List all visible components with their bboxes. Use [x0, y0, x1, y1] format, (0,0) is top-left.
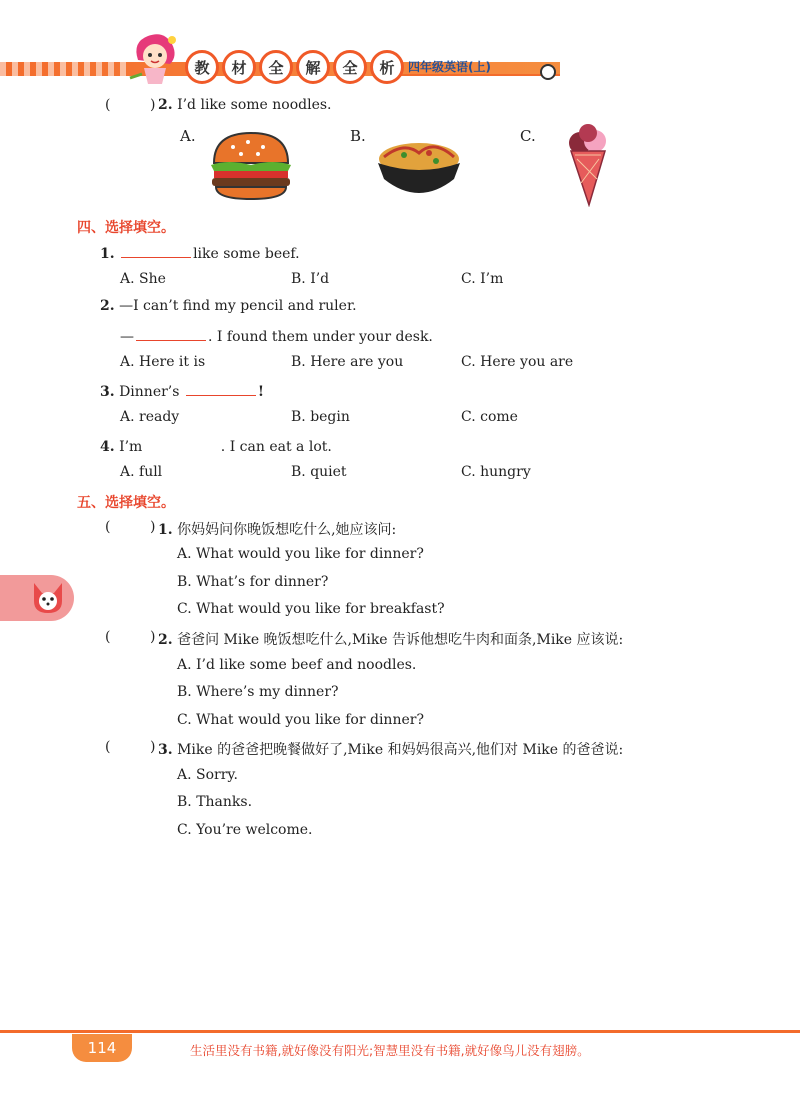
question-text: I’m [119, 439, 143, 455]
option-c: C. What would you like for breakfast? [177, 601, 445, 617]
question-text: Dinner’s [119, 384, 180, 400]
question-text: ! [257, 384, 265, 400]
question-text: I’d like some noodles. [177, 97, 332, 113]
hamburger-icon [208, 129, 294, 203]
header-title-char: 教 [185, 50, 219, 84]
answer-blank[interactable] [149, 436, 219, 451]
option-b: B. What’s for dinner? [177, 574, 329, 590]
answer-blank[interactable] [186, 381, 256, 396]
answer-paren-close: ) [150, 519, 156, 535]
header-title-char: 全 [333, 50, 367, 84]
dash-prefix: — [120, 329, 134, 345]
option-a: A. What would you like for dinner? [177, 546, 424, 562]
answer-paren-close: ) [150, 97, 156, 113]
answer-blank[interactable] [136, 326, 206, 341]
section4-question-3 [100, 381, 264, 400]
header-title [185, 50, 404, 84]
option-c: C. You’re welcome. [177, 822, 313, 838]
header-grade-label: 四年级英语(上) [408, 60, 491, 74]
answer-blank[interactable] [121, 243, 191, 258]
question-text: 爸爸问 Mike 晚饭想吃什么,Mike 告诉他想吃牛肉和面条,Mike 应该说: [177, 632, 624, 648]
option-a: A. I’d like some beef and noodles. [177, 657, 417, 673]
option-a: A. She [120, 271, 166, 287]
question-text: Mike 的爸爸把晚餐做好了,Mike 和妈妈很高兴,他们对 Mike 的爸爸说: [177, 742, 624, 758]
section4-question-4 [100, 436, 332, 455]
answer-paren-close: ) [150, 739, 156, 755]
section5-question-2 [158, 629, 623, 649]
option-c: C. come [461, 409, 518, 425]
question-text: 你妈妈问你晚饭想吃什么,她应该问: [177, 522, 397, 538]
option-label: C. [520, 127, 536, 145]
question-number: 2. [158, 97, 173, 113]
question-number: 2. [100, 298, 115, 314]
option-b: B. quiet [291, 464, 347, 480]
option-c: C. I’m [461, 271, 504, 287]
question-number: 1. [158, 522, 173, 538]
answer-paren-open: ( [105, 97, 111, 113]
section4-question-2 [100, 298, 357, 314]
question-text: . I can eat a lot. [220, 439, 332, 455]
option-label: A. [180, 127, 196, 145]
option-b: B. I’d [291, 271, 330, 287]
question-q2-top [158, 97, 332, 113]
footer-quote: 生活里没有书籍,就好像没有阳光;智慧里没有书籍,就好像鸟儿没有翅膀。 [190, 1043, 590, 1058]
page-number: 114 [72, 1034, 132, 1062]
option-c: C. hungry [461, 464, 531, 480]
question-number: 4. [100, 439, 115, 455]
option-b: B. begin [291, 409, 350, 425]
ice-cream-cone-icon [565, 123, 611, 207]
answer-paren-open: ( [105, 519, 111, 535]
header-title-char: 析 [370, 50, 404, 84]
option-label: B. [350, 127, 366, 145]
header-title-char: 材 [222, 50, 256, 84]
section4-question-2-line2 [120, 326, 433, 345]
fox-mascot-icon [30, 579, 66, 617]
answer-paren-open: ( [105, 629, 111, 645]
option-c: C. What would you like for dinner? [177, 712, 424, 728]
answer-paren-close: ) [150, 629, 156, 645]
question-text: like some beef. [193, 246, 300, 262]
question-number: 3. [100, 384, 115, 400]
question-text: . I found them under your desk. [208, 329, 433, 345]
mascot-girl-icon [128, 30, 182, 86]
option-a: A. Sorry. [177, 767, 238, 783]
section4-question-1 [100, 243, 300, 262]
header-checker-pattern [0, 62, 130, 76]
option-c: C. Here you are [461, 354, 574, 370]
question-number: 2. [158, 632, 173, 648]
answer-paren-open: ( [105, 739, 111, 755]
question-text: —I can’t find my pencil and ruler. [119, 298, 357, 314]
option-a: A. full [120, 464, 163, 480]
section5-question-1 [158, 519, 396, 539]
noodles-bowl-icon [374, 131, 464, 207]
section5-title: 五、选择填空。 [77, 495, 175, 511]
header-title-char: 全 [259, 50, 293, 84]
header-pin-icon [540, 64, 556, 80]
option-b: B. Where’s my dinner? [177, 684, 339, 700]
option-b: B. Here are you [291, 354, 404, 370]
footer-line [0, 1030, 800, 1033]
header-title-char: 解 [296, 50, 330, 84]
section5-question-3 [158, 739, 623, 759]
picture-options [180, 123, 622, 207]
side-tab [0, 575, 74, 621]
option-a: A. ready [120, 409, 180, 425]
question-number: 3. [158, 742, 173, 758]
section4-title: 四、选择填空。 [77, 220, 175, 236]
option-a: A. Here it is [120, 354, 206, 370]
option-b: B. Thanks. [177, 794, 253, 810]
question-number: 1. [100, 246, 115, 262]
